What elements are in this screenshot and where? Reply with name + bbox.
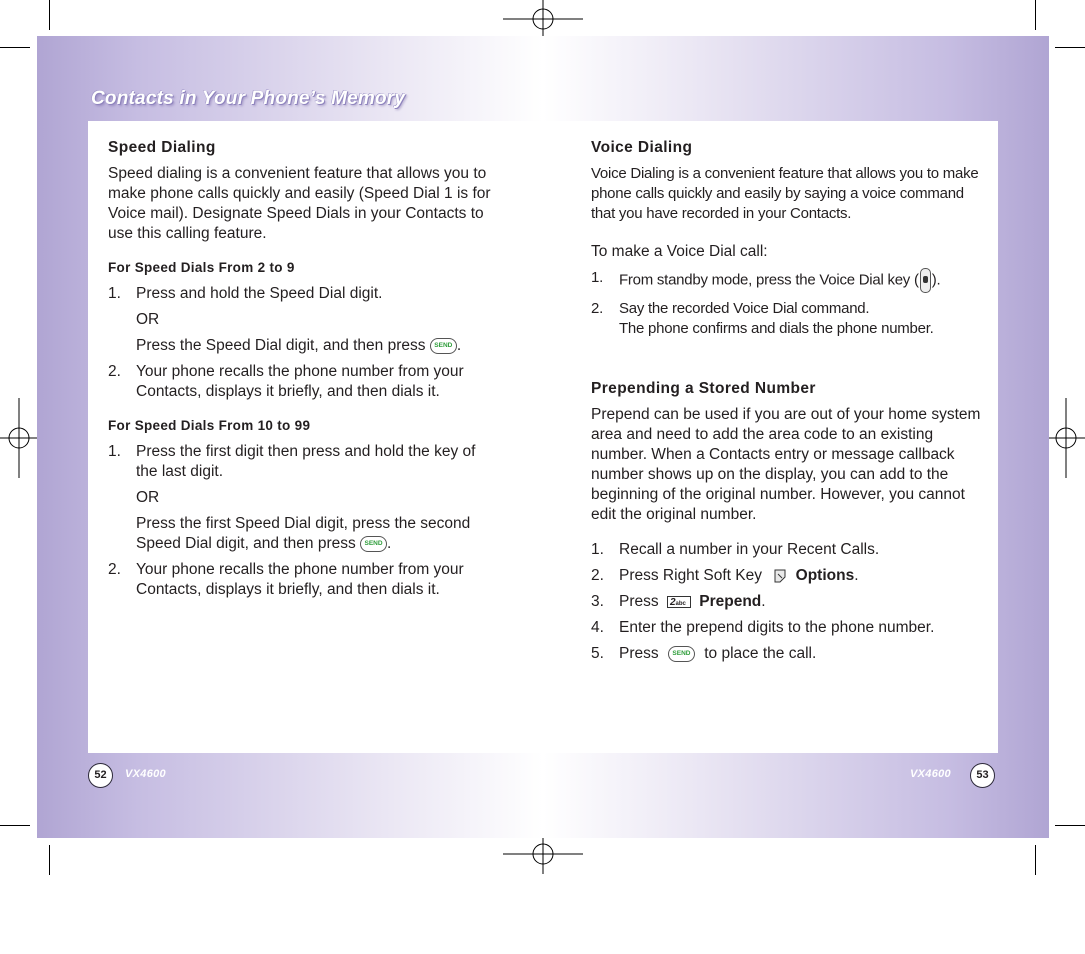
two-key-icon: [667, 596, 691, 608]
right-soft-key-icon: [772, 568, 788, 584]
crop-mark: [49, 845, 50, 875]
list-subtext-label: Press the first Speed Dial digit, press the second Speed Dial digit, and then press: [136, 515, 471, 552]
two-key-letters: abc: [675, 600, 686, 607]
page-number-right: 53: [970, 763, 995, 788]
or-text: OR: [136, 311, 160, 328]
list-number: 4.: [591, 619, 604, 636]
speed-dialing-intro: Speed dialing is a convenient feature that allows you to make phone calls quickly and easily (Speed Dial 1 is for Voice mail). Designate Speed Dials in your Contacts to use this calling feature.: [108, 165, 491, 242]
list-number: 2.: [591, 300, 604, 317]
list-text: [619, 268, 983, 293]
list-text-label: Press: [619, 593, 659, 610]
punctuation: .: [761, 593, 766, 610]
speed-dials-10-99-heading: For Speed Dials From 10 to 99: [108, 418, 311, 433]
list-number: 5.: [591, 645, 604, 662]
list-item: [108, 442, 500, 482]
voice-dialing-heading: Voice Dialing: [591, 139, 693, 156]
left-column: [108, 138, 500, 606]
voice-dial-key-icon: [920, 268, 931, 293]
crop-mark: [1035, 0, 1036, 30]
list-text: [619, 592, 983, 612]
list-subtext-label: Press the Speed Dial digit, and then press: [136, 337, 426, 354]
list-text: Enter the prepend digits to the phone number.: [619, 619, 935, 636]
list-number: 1.: [591, 541, 604, 558]
list-text: [619, 644, 983, 664]
crop-mark: [0, 825, 30, 826]
list-number: 1.: [108, 285, 121, 302]
list-number: 2.: [591, 567, 604, 584]
list-text-label: Press: [619, 645, 659, 662]
list-text: Press the first digit then press and hold the key of the last digit.: [136, 443, 476, 480]
list-number: 1.: [591, 269, 604, 286]
crop-mark: [1055, 825, 1085, 826]
list-item: [591, 566, 983, 586]
list-subtext: [136, 336, 500, 356]
list-item: [591, 644, 983, 664]
prepending-intro: Prepend can be used if you are out of your home system area and need to add the area code to an existing number. When a Contacts entry or message callback number shows up on the display, you can add to the beginning of the original number. However, you cannot edit the original number.: [591, 406, 981, 523]
voice-dialing-intro: Voice Dialing is a convenient feature that allows you to make phone calls quickly and easily by saying a voice command that you have recorded in your Contacts.: [591, 165, 979, 222]
punctuation: .: [854, 567, 859, 584]
punctuation: .: [456, 337, 462, 354]
send-key-icon: SEND: [360, 536, 387, 552]
list-text: [619, 566, 983, 586]
two-key-digit: 2: [669, 596, 676, 608]
speed-dials-2-9-heading: For Speed Dials From 2 to 9: [108, 260, 295, 275]
list-subtext: The phone confirms and dials the phone number.: [619, 320, 934, 337]
list-item: [108, 362, 500, 402]
model-label-right: VX4600: [910, 768, 951, 780]
punctuation: .: [387, 535, 392, 552]
prepending-heading: Prepending a Stored Number: [591, 380, 816, 397]
crop-mark: [1035, 845, 1036, 875]
page-number-left: 52: [88, 763, 113, 788]
list-number: 3.: [591, 593, 604, 610]
list-number: 2.: [108, 363, 121, 380]
list-item: [591, 268, 983, 293]
list-text: Recall a number in your Recent Calls.: [619, 541, 880, 558]
crop-mark: [1055, 47, 1085, 48]
list-text-label: From standby mode, press the Voice Dial key (: [619, 271, 919, 289]
registration-mark-top: [503, 0, 583, 40]
list-text-tail: to place the call.: [704, 645, 817, 662]
list-text: Say the recorded Voice Dial command.: [619, 300, 870, 317]
registration-mark-right: [1045, 398, 1085, 478]
list-item: [591, 618, 983, 638]
options-label: Options: [795, 567, 855, 584]
crop-mark: [0, 47, 30, 48]
list-item: [108, 560, 500, 600]
list-text-label: Press Right Soft Key: [619, 567, 763, 584]
crop-mark: [49, 0, 50, 30]
list-number: 1.: [108, 443, 121, 460]
list-number: 2.: [108, 561, 121, 578]
send-key-icon: SEND: [668, 646, 695, 662]
model-label-left: VX4600: [125, 768, 166, 780]
list-subtext: [136, 514, 500, 554]
registration-mark-left: [0, 398, 40, 478]
list-item: [591, 299, 983, 319]
speed-dialing-heading: Speed Dialing: [108, 139, 216, 156]
send-key-icon: SEND: [430, 338, 457, 354]
list-item: [591, 540, 983, 560]
voice-dialing-lead: To make a Voice Dial call:: [591, 243, 768, 260]
list-item: [108, 284, 500, 304]
list-text: Your phone recalls the phone number from your Contacts, displays it briefly, and then dials it.: [136, 363, 464, 400]
registration-mark-bottom: [503, 834, 583, 874]
right-column: [591, 138, 983, 670]
list-item: [591, 592, 983, 612]
list-text: Your phone recalls the phone number from your Contacts, displays it briefly, and then dials it.: [136, 561, 464, 598]
prepend-label: Prepend: [699, 593, 762, 610]
or-text: OR: [136, 489, 160, 506]
punctuation: ).: [931, 271, 941, 289]
page-title: Contacts in Your Phone’s Memory: [91, 88, 406, 109]
list-text: Press and hold the Speed Dial digit.: [136, 285, 383, 302]
